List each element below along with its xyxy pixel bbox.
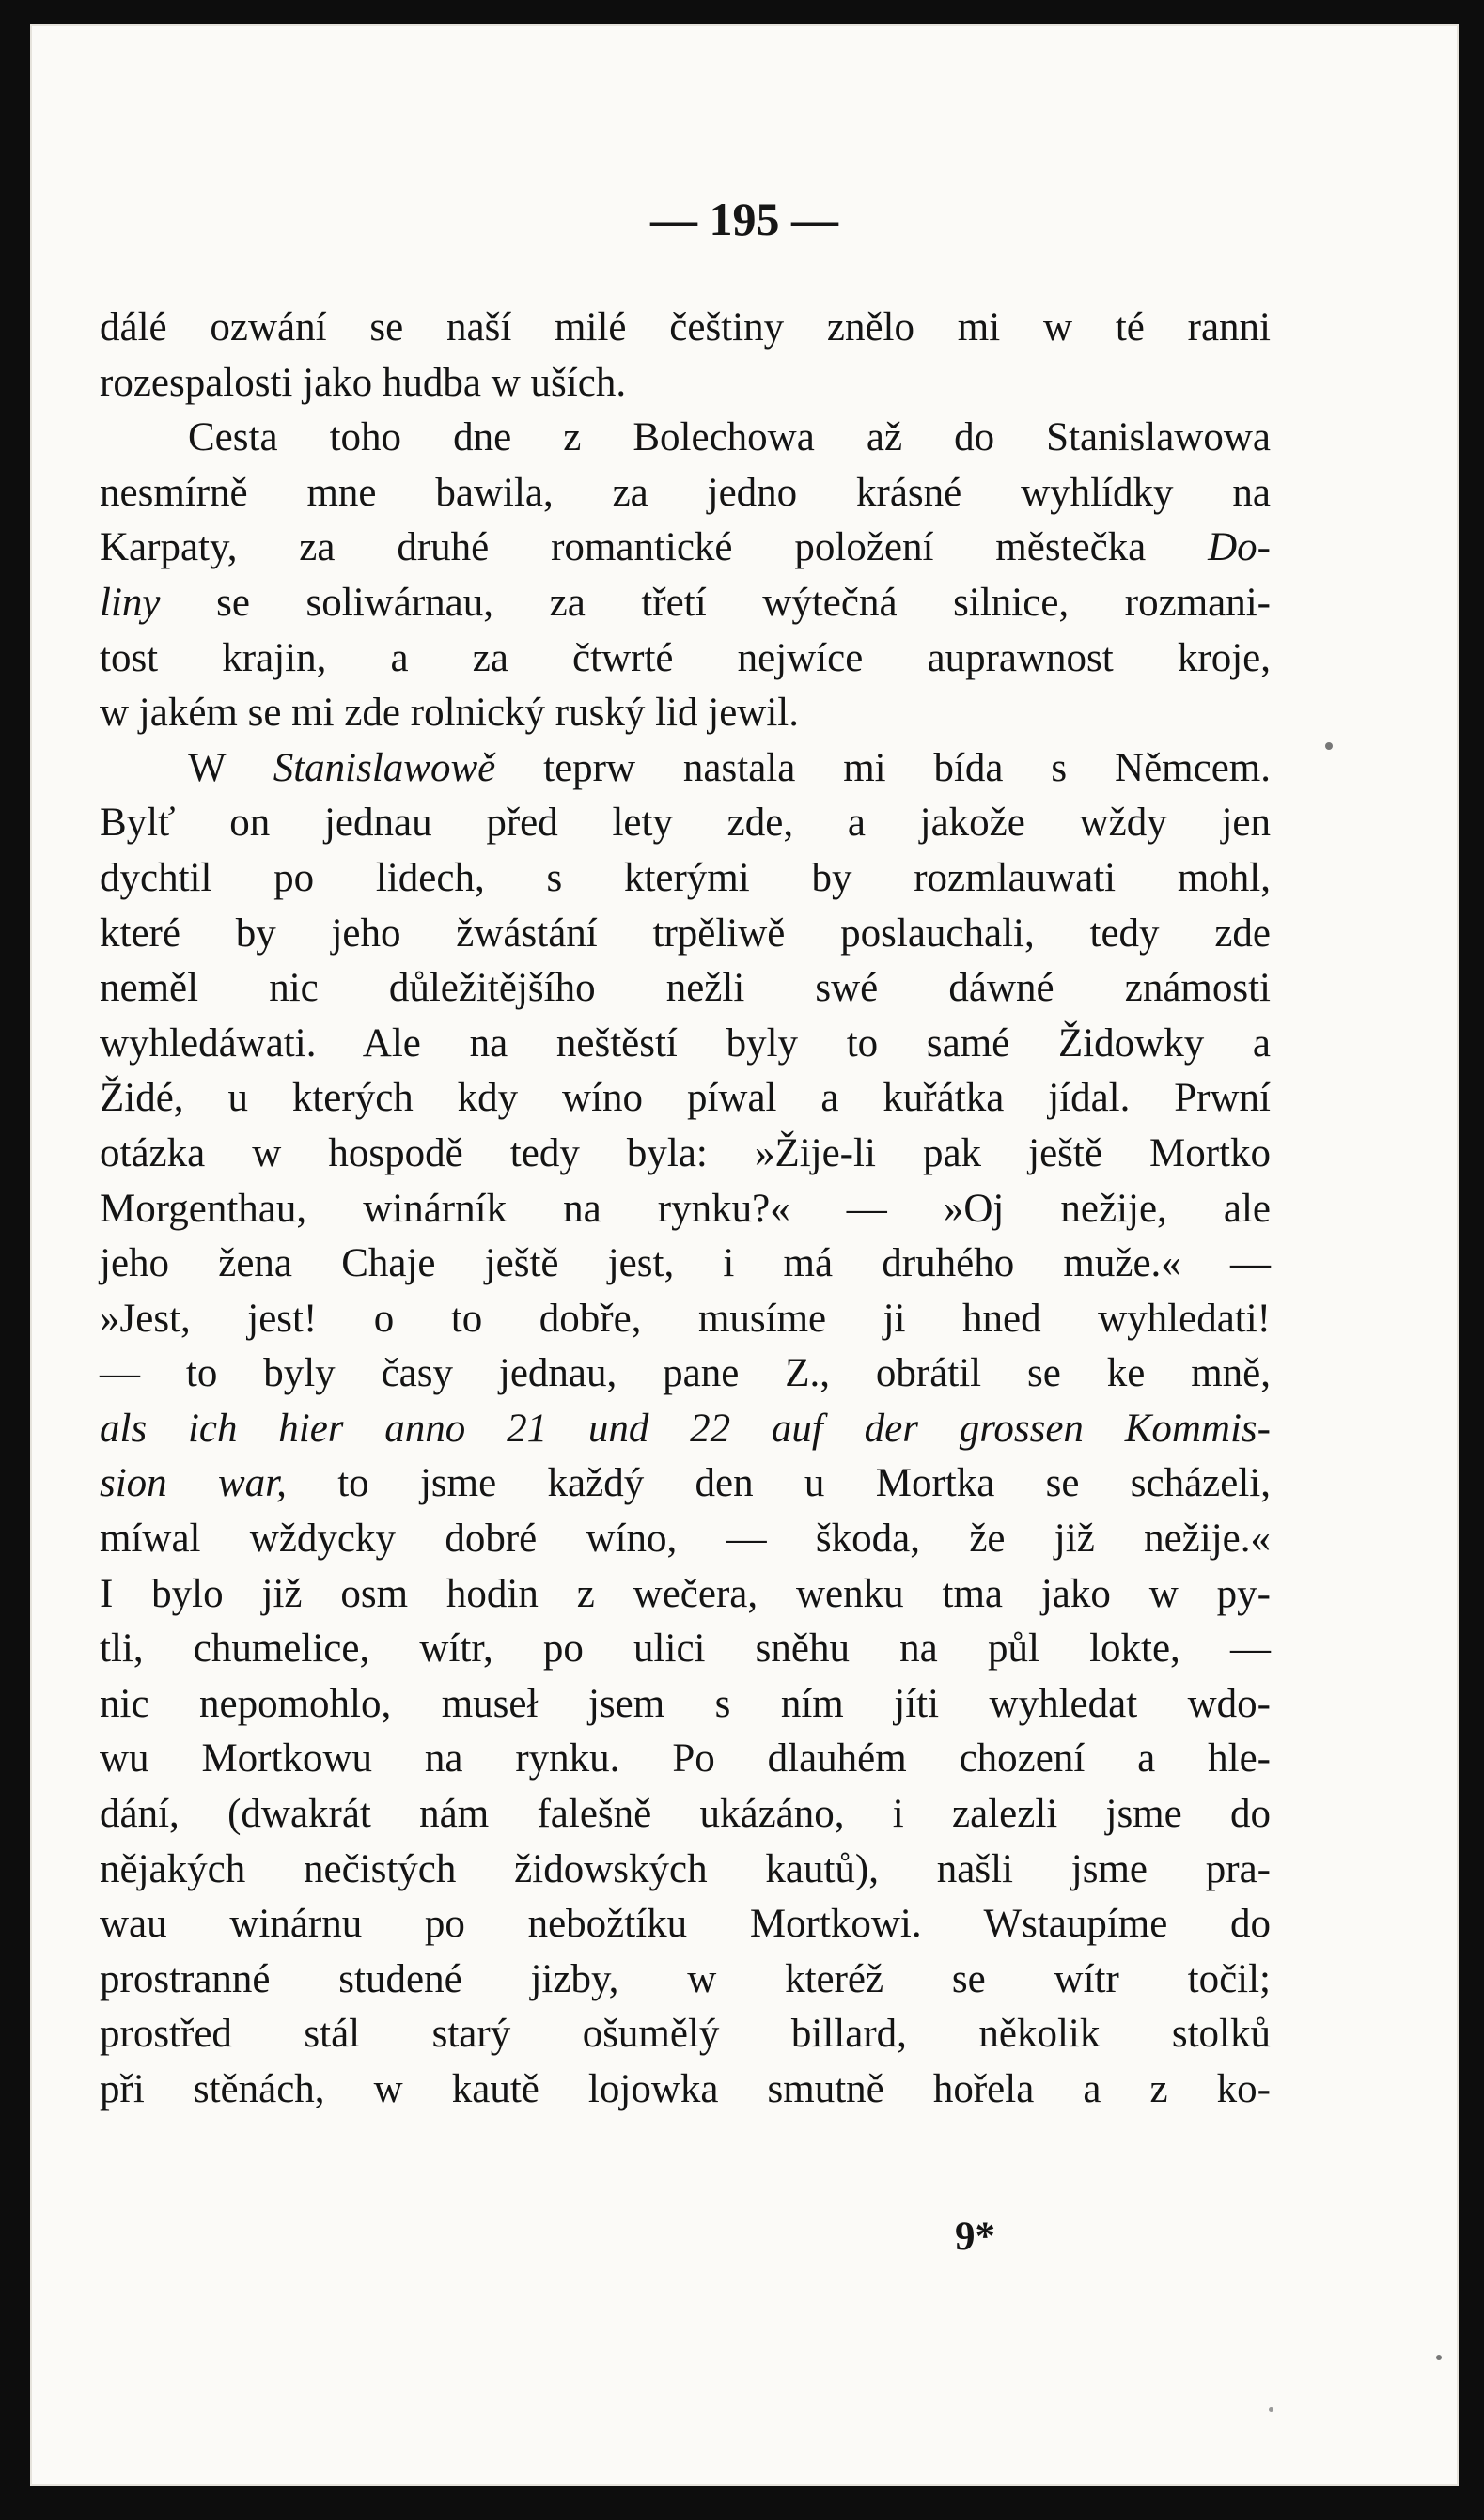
page-number-header: — 195 — [650,193,838,245]
text-run: W [188,745,273,790]
text-run: se soliwárnau, za třetí wýtečná silnice, rozmani- [160,580,1271,625]
body-text [100,301,1271,2118]
text-line: při stěnách, w kautě lojowka smutně hořela a z ko- [100,2067,1271,2111]
text-line: nesmírně mne bawila, za jedno krásné wyhlídky na [100,470,1271,515]
italic-run: sion war, [100,1461,287,1506]
book-page [30,24,1459,2486]
text-line: Bylť on jednau před lety zde, a jakože wždy jen [100,801,1271,846]
text-line: I bylo již osm hodin z wečera, wenku tma jako w py- [100,1571,1271,1616]
text-line: tli, chumelice, wítr, po ulici sněhu na půl lokte, — [100,1626,1271,1672]
text-line [100,521,1271,576]
text-line: Morgenthau, winárník na rynku?« — »Oj nežije, ale [100,1186,1271,1231]
text-line: nějakých nečistých židowských kautů), našli jsme pra- [100,1846,1271,1891]
italic-run: als ich hier anno 21 und 22 auf der grossen Kommis- [100,1406,1271,1451]
text-line: prostranné studené jizby, w kteréž se wítr točil; [100,1956,1271,2001]
text-line: Cesta toho dne z Bolechowa až do Stanislawowa [188,415,1271,460]
text-line: dychtil po lidech, s kterými by rozmlauwati mohl, [100,855,1271,900]
italic-run: Stanislawowě [273,745,496,790]
signature-mark: 9* [955,2215,995,2259]
text-line: nic nepomohlo, museł jsem s ním jíti wyhledat wdo- [100,1681,1271,1726]
text-line: rozespalosti jako hudba w uších. [100,360,627,405]
ink-speck [1436,2355,1442,2360]
text-line: míwal wždycky dobré wíno, — škoda, že již nežije.« [100,1517,1271,1562]
text-line: »Jest, jest! o to dobře, musíme ji hned wyhledati! [100,1296,1271,1341]
text-line: wyhledáwati. Ale na neštěstí byly to samé Židowky a [100,1020,1271,1066]
text-line [100,1456,1271,1512]
ink-speck [1325,742,1333,750]
italic-run: liny [100,580,161,625]
text-line: které by jeho žwástání trpěliwě poslauchali, tedy zde [100,910,1271,956]
text-line: dálé ozwání se naší milé češtiny znělo mi w té ranni [100,305,1271,350]
text-line: — to byly časy jednau, pane Z., obrátil se ke mně, [100,1351,1271,1396]
text-line: tost krajin, a za čtwrté nejwíce auprawnost kroje, [100,635,1271,680]
text-line: wau winárnu po nebožtíku Mortkowi. Wstaupíme do [100,1902,1271,1947]
text-run: Karpaty, za druhé romantické položení městečka [100,525,1209,570]
text-line [100,741,1271,797]
text-line: Židé, u kterých kdy wíno píwal a kuřátka jídal. Prwní [100,1076,1271,1121]
text-run: teprw nastala mi bída s Němcem. [495,745,1271,790]
text-line: jeho žena Chaje ještě jest, i má druhého muže.« — [100,1241,1271,1286]
text-line: w jakém se mi zde rolnický ruský lid jewil. [100,691,799,736]
italic-run: Do- [1208,525,1271,570]
text-line: otázka w hospodě tedy byla: »Žije-li pak ještě Mortko [100,1130,1271,1175]
ink-speck [1269,2407,1273,2412]
text-line: neměl nic důležitějšího nežli swé dáwné známosti [100,966,1271,1011]
text-line [100,576,1271,631]
text-run: to jsme každý den u Mortka se scházeli, [286,1461,1271,1506]
text-line: prostřed stál starý ošumělý billard, několik stolků [100,2012,1271,2057]
text-line: dání, (dwakrát nám falešně ukázáno, i zalezli jsme do [100,1792,1271,1837]
text-line: wu Mortkowu na rynku. Po dlauhém chození a hle- [100,1736,1271,1781]
text-line [100,1402,1271,1457]
